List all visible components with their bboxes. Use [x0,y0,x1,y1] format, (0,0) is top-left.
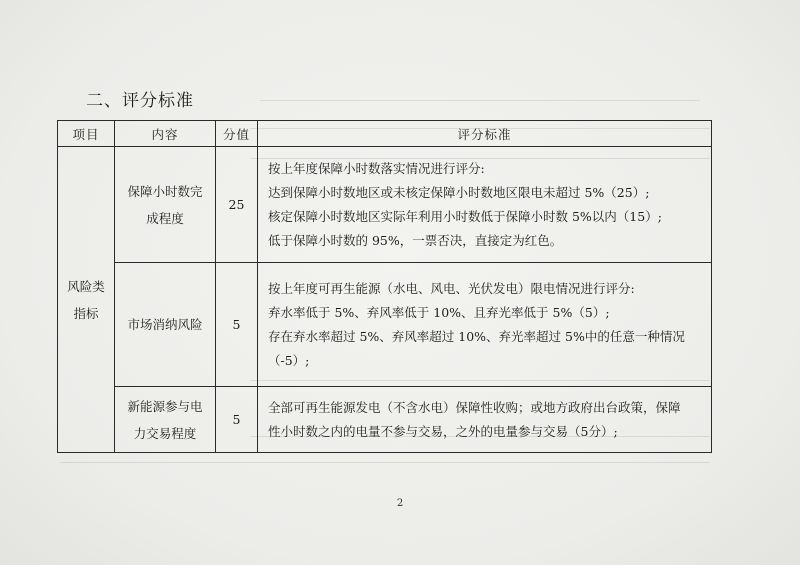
standard-line: 核定保障小时数地区实际年利用小时数低于保障小时数 5%以内（15）; [268,208,662,224]
category-label: 指标 [73,305,99,321]
content-cell [115,263,216,387]
content-cell [115,147,216,263]
header-score: 分值 [216,121,258,147]
score-cell: 25 [216,147,258,263]
header-standard: 评分标准 [258,121,712,147]
content-label: 市场消纳风险 [127,317,203,332]
scoring-criteria-table [57,120,712,453]
content-label: 力交易程度 [133,425,197,441]
table-row [58,263,712,387]
table-row [58,147,712,263]
table-header-row [58,121,712,147]
standard-line: （-5）; [268,352,310,368]
standard-line: 达到保障小时数地区或未核定保障小时数地区限电未超过 5%（25）; [268,184,650,200]
category-cell [58,147,115,453]
standard-line: 全部可再生能源发电（不含水电）保障性收购；或地方政府出台政策，保障 [268,399,681,415]
table-row [58,387,712,453]
content-label: 新能源参与电 [127,398,203,414]
standard-line: 按上年度保障小时数落实情况进行评分: [268,160,485,176]
standard-cell [258,387,712,453]
standard-line: 性小时数之内的电量不参与交易，之外的电量参与交易（5分）; [268,423,618,439]
category-label: 风险类 [67,278,105,294]
standard-line: 弃水率低于 5%、弃风率低于 10%、且弃光率低于 5%（5）; [268,304,610,320]
score-cell: 5 [216,263,258,387]
standard-line: 存在弃水率超过 5%、弃风率超过 10%、弃光率超过 5%中的任意一种情况 [268,328,685,344]
standard-cell [258,263,712,387]
standard-cell [258,147,712,263]
content-cell [115,387,216,453]
bleed-through-line [260,100,700,101]
header-item: 项目 [58,121,115,147]
score-cell: 5 [216,387,258,453]
standard-line: 低于保障小时数的 95%，一票否决，直接定为红色。 [268,232,563,248]
section-title: 二、评分标准 [86,91,194,111]
standard-line: 按上年度可再生能源（水电、风电、光伏发电）限电情况进行评分: [268,280,635,296]
content-label: 保障小时数完 [127,183,203,199]
page-number: 2 [396,498,404,509]
bleed-through-line [60,462,710,463]
content-label: 成程度 [146,210,184,226]
header-content: 内容 [115,121,216,147]
